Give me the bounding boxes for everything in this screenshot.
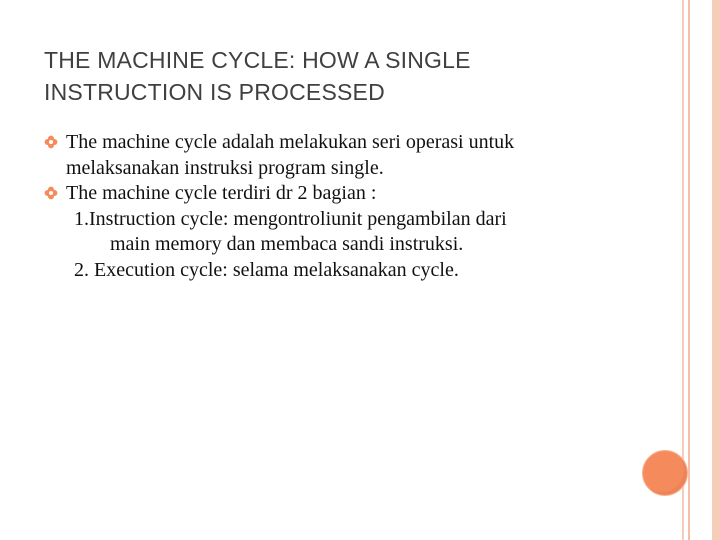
flower-bullet-icon: [44, 186, 58, 200]
slide-title: [44, 44, 644, 108]
sub-item-text: main memory dan membaca sandi instruksi.: [110, 233, 464, 255]
title-line: THE MACHINE CYCLE: HOW A SINGLE: [44, 47, 471, 73]
decorative-stripe: [688, 0, 690, 540]
bullet-item: [44, 130, 664, 181]
title-line: INSTRUCTION IS PROCESSED: [44, 79, 385, 105]
bullet-text: The machine cycle terdiri dr 2 bagian :: [66, 182, 377, 204]
flower-bullet-icon: [44, 135, 58, 149]
sub-item-text: 2. Execution cycle: selama melaksanakan cycle.: [74, 258, 459, 281]
bullet-text: The machine cycle adalah melakukan seri operasi untuk: [66, 131, 515, 153]
decorative-stripe: [712, 0, 720, 540]
bullet-item: [44, 181, 664, 207]
sub-item-text: 1.Instruction cycle: mengontroliunit pengambilan dari: [74, 207, 507, 230]
bullet-text: melaksanakan instruksi program single.: [66, 156, 384, 179]
slide-body: [44, 130, 664, 283]
decorative-circle: [642, 450, 688, 496]
